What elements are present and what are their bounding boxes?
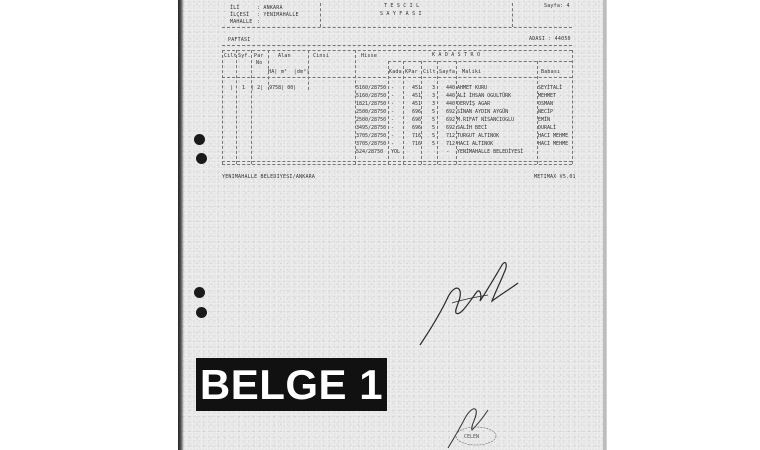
cell-maliki: SALİH BECİ xyxy=(457,125,488,131)
cell-hisse: 2500/28750 xyxy=(356,109,387,115)
cell-cilt: 3 xyxy=(432,101,436,107)
rule xyxy=(308,50,309,90)
cell-kpar: 716 xyxy=(412,141,422,147)
cell-kada: - xyxy=(391,93,395,99)
rule xyxy=(421,61,422,164)
rule xyxy=(251,50,252,164)
cell-kpar: 696 xyxy=(412,117,422,123)
ili-label: İLİ xyxy=(230,5,240,11)
rule xyxy=(572,50,573,164)
cell-sayfa: 692 xyxy=(446,109,456,115)
cell-hisse: 1821/28750 xyxy=(356,101,387,107)
cell-maliki: ALİ İHSAN OGULTÜRK xyxy=(457,93,512,99)
parcel-row: | 1 | 2| 9758| 00| xyxy=(230,85,297,91)
ilcesi-value: : YENIMAHALLE xyxy=(257,12,299,18)
page-right-edge xyxy=(603,0,606,450)
punch-hole xyxy=(196,153,207,164)
col-maliki: Maliki xyxy=(462,69,482,75)
belge-label: BELGE 1 xyxy=(199,360,384,408)
cell-sayfa: 712 xyxy=(446,141,456,147)
rule xyxy=(268,50,269,90)
rule xyxy=(512,3,513,27)
cell-hisse: 5160/28750 xyxy=(356,85,387,91)
col-kada: Kada xyxy=(389,69,402,75)
ilcesi-label: İLÇESİ xyxy=(230,12,250,18)
punch-hole xyxy=(194,287,205,298)
cell-kada: YOL xyxy=(391,149,401,155)
rule xyxy=(388,61,389,164)
col-kpar: KPar xyxy=(405,69,418,75)
cell-hisse: 3705/28750 xyxy=(356,133,387,139)
col-kadastro: K A D A S T R O xyxy=(432,52,481,58)
cell-kada: - xyxy=(391,101,395,107)
punch-hole xyxy=(196,307,207,318)
col-babasi: Babası xyxy=(541,69,561,75)
cell-sayfa: 440 xyxy=(446,93,456,99)
punch-hole xyxy=(194,134,205,145)
cell-maliki: AHMET KURU xyxy=(457,85,488,91)
cell-babasi: HACI MEHME xyxy=(538,133,569,139)
cell-maliki: YENİMAHALLE BELEDİYESİ xyxy=(457,149,524,155)
cell-kpar: 696 xyxy=(412,109,422,115)
cell-babasi: MEHMET xyxy=(538,93,557,99)
cell-hisse: 3495/28750 xyxy=(356,125,387,131)
cell-kpar: 696 xyxy=(412,125,422,131)
cell-sayfa: 692 xyxy=(446,125,456,131)
col-par: Par xyxy=(254,53,264,59)
rule xyxy=(388,61,572,62)
cell-kpar: 451 xyxy=(412,101,422,107)
col-hisse: Hisse xyxy=(361,53,378,59)
cell-cilt: 5 xyxy=(432,117,436,123)
col-units: HA| m² |dm²| xyxy=(268,69,310,75)
rule xyxy=(222,50,223,164)
signature-graphic xyxy=(414,255,524,350)
footer-right: METIMAX V5.01 xyxy=(534,174,576,180)
cell-maliki: M.RIFAT NİSANCIOGLU xyxy=(457,117,515,123)
cell-kada: - xyxy=(391,125,395,131)
mahalle-label: MAHALLE xyxy=(230,19,253,25)
cell-maliki: SİNAN AYDIN AYGÜN xyxy=(457,109,509,115)
rule xyxy=(222,50,572,51)
pafta-label: PAFTASI xyxy=(228,37,251,43)
col-cilt-2: Cilt xyxy=(423,69,436,75)
cell-kpar: 451 xyxy=(412,85,422,91)
col-sayfa: Sayfa xyxy=(439,69,456,75)
cell-kpar: 451 xyxy=(412,93,422,99)
rule xyxy=(222,45,572,46)
rule xyxy=(222,77,572,78)
cell-kada: - xyxy=(391,133,395,139)
cell-babasi: HACI MEHME xyxy=(538,141,569,147)
cell-maliki: HACI ALTINOK xyxy=(457,141,494,147)
signature-stamp xyxy=(442,404,502,450)
col-no: No xyxy=(256,60,263,66)
cell-babasi: OSMAN xyxy=(538,101,554,107)
cell-babasi: SEYİTALİ xyxy=(538,85,563,91)
page-number: Sayfa: 4 xyxy=(544,3,570,9)
cell-babasi: DURALİ xyxy=(538,125,557,131)
cell-kpar: 716 xyxy=(412,133,422,139)
rule xyxy=(403,61,404,164)
cell-maliki: DERVİŞ AGAR xyxy=(457,101,491,107)
cell-cilt: 5 xyxy=(432,109,436,115)
cell-hisse: 2500/28750 xyxy=(356,117,387,123)
document-title: T E S C I L xyxy=(384,3,420,9)
rule xyxy=(437,61,438,164)
stamp-text: CELEN xyxy=(464,434,480,440)
cell-sayfa: 440 xyxy=(446,85,456,91)
cell-cilt: 5 xyxy=(432,141,436,147)
document-subtitle: S A Y F A S I xyxy=(380,11,422,17)
cell-sayfa: 712 xyxy=(446,133,456,139)
cell-kada: - xyxy=(391,109,395,115)
rule xyxy=(320,3,321,27)
cell-cilt: 5 xyxy=(432,133,436,139)
cell-babasi: NECİP xyxy=(538,109,554,115)
ada-number: ADASI : 44050 xyxy=(529,36,571,42)
footer-left: YENIMAHALLE BELEDIYESI/ANKARA xyxy=(222,174,316,180)
cell-maliki: TURGUT ALTINOK xyxy=(457,133,500,139)
cell-cilt: 3 xyxy=(432,85,436,91)
cell-hisse: 3705/28750 xyxy=(356,141,387,147)
cell-kada: - xyxy=(391,141,395,147)
cell-cilt: 3 xyxy=(432,93,436,99)
cell-cilt: 5 xyxy=(432,125,436,131)
rule xyxy=(222,164,572,165)
col-cilt: Cilt xyxy=(224,53,237,59)
cell-babasi: EMİN xyxy=(538,117,551,123)
col-alan: Alan xyxy=(278,53,291,59)
mahalle-value: : xyxy=(257,19,261,25)
rule xyxy=(236,50,237,164)
cell-hisse: 5160/28750 xyxy=(356,93,387,99)
cell-kada: - xyxy=(391,85,395,91)
cell-sayfa: 692 xyxy=(446,117,456,123)
ili-value: : ANKARA xyxy=(257,5,283,11)
page-left-edge xyxy=(178,0,184,450)
cell-hisse: 524/28750 xyxy=(356,149,384,155)
belge-badge xyxy=(196,358,387,411)
cell-sayfa: - xyxy=(446,149,450,155)
cell-sayfa: 440 xyxy=(446,101,456,107)
col-cinsi: Cinsi xyxy=(313,53,330,59)
col-syf: Syf. xyxy=(238,53,251,59)
rule xyxy=(222,27,572,28)
rule xyxy=(222,161,572,162)
cell-kada: - xyxy=(391,117,395,123)
